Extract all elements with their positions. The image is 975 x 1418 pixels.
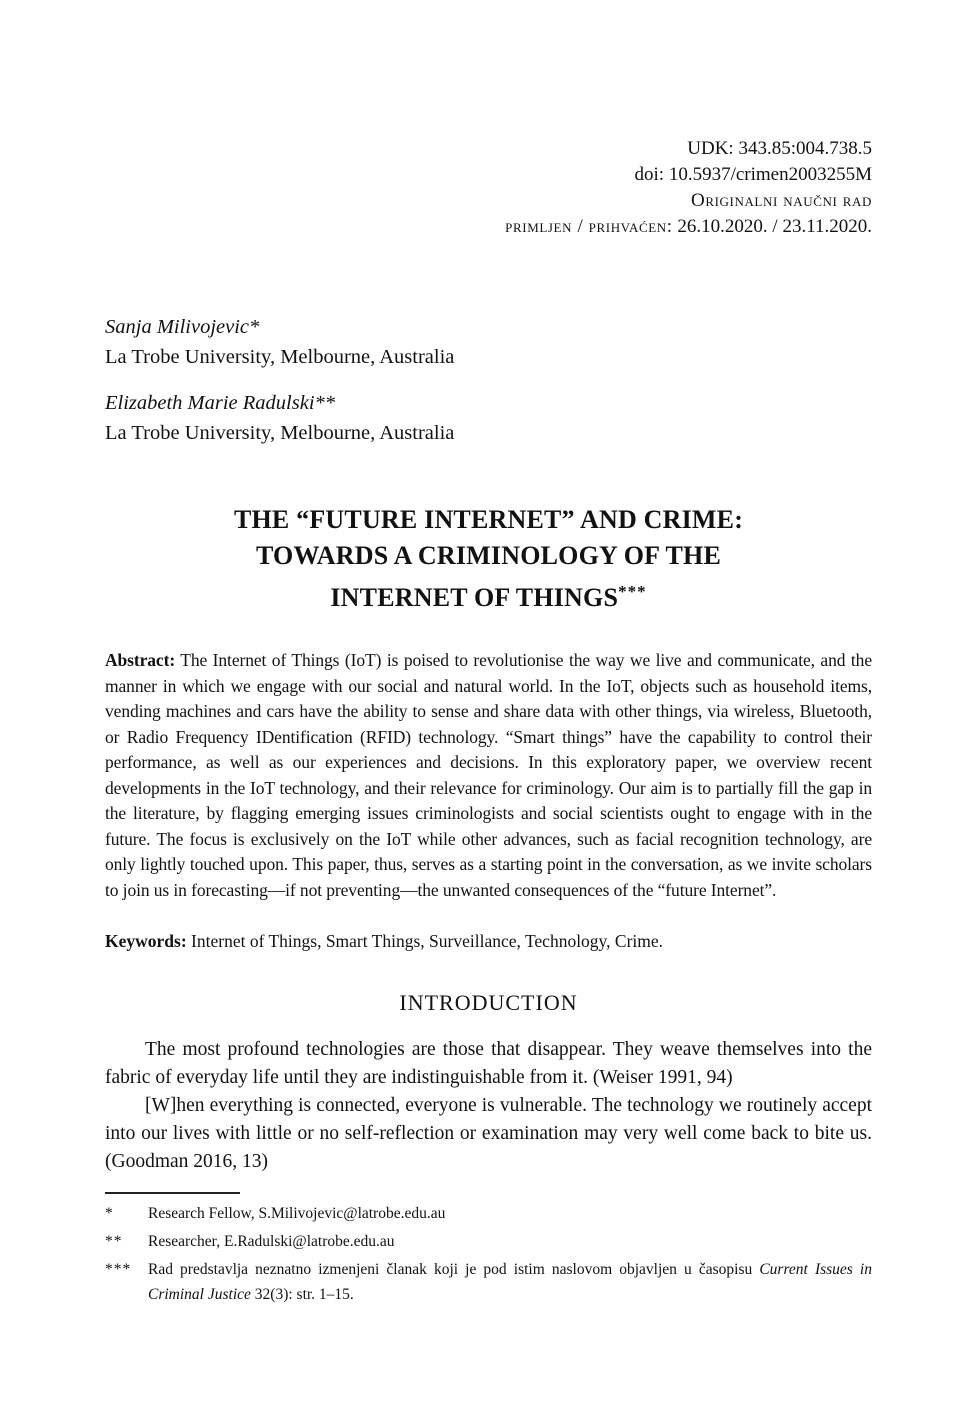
footnote-section — [105, 1192, 872, 1307]
footnote-text-end: 32(3): str. 1–15. — [250, 1286, 354, 1303]
footnote-text: Research Fellow, S.Milivojevic@latrobe.edu.au — [148, 1205, 446, 1222]
footnote-item — [105, 1201, 872, 1226]
author-block — [105, 312, 872, 372]
author-affiliation: La Trobe University, Melbourne, Australia — [105, 346, 455, 368]
footnote-item — [105, 1229, 872, 1254]
doi-number: doi: 10.5937/crimen2003255M — [634, 164, 872, 185]
received-accepted-dates: 26.10.2020. / 23.11.2020. — [672, 216, 872, 237]
footnote-marker: ** — [105, 1233, 123, 1250]
header-metadata — [105, 136, 872, 240]
footnote-marker: * — [105, 1205, 114, 1222]
footnote-list — [105, 1201, 872, 1307]
abstract-label: Abstract: — [105, 650, 176, 670]
title-line-3-text: INTERNET OF THINGS — [330, 583, 619, 612]
author-block — [105, 388, 872, 448]
abstract-paragraph — [105, 648, 872, 903]
author-name: Elizabeth Marie Radulski — [105, 392, 315, 414]
footnote-item — [105, 1257, 872, 1307]
keywords-text: Internet of Things, Smart Things, Surveillance, Technology, Crime. — [186, 931, 664, 951]
udk-number: UDK: 343.85:004.738.5 — [687, 138, 872, 159]
intro-paragraph-2: [W]hen everything is connected, everyone is vulnerable. The technology we routinely accept into our lives with little or no self-reflection or examination may very well come back to bite us. (Goodman 2016, 13) — [105, 1095, 872, 1172]
received-accepted-label: primljen / prihvaćen: — [505, 216, 673, 237]
title-footnote-marker: *** — [618, 582, 647, 601]
author-section — [105, 312, 872, 448]
article-title — [105, 502, 872, 616]
footnote-marker: *** — [105, 1261, 132, 1278]
footnote-text: Researcher, E.Radulski@latrobe.edu.au — [148, 1233, 395, 1250]
keywords-label: Keywords: — [105, 931, 187, 951]
author-affiliation: La Trobe University, Melbourne, Australia — [105, 422, 455, 444]
footnote-text-start: Rad predstavlja neznatno izmenjeni članak koji je pod istim naslovom objavljen u časopisu — [148, 1261, 760, 1278]
author-footnote-marker: ** — [314, 392, 336, 414]
title-line-2: TOWARDS A CRIMINOLOGY OF THE — [255, 541, 722, 570]
article-type — [105, 188, 872, 214]
title-line-1: THE “FUTURE INTERNET” AND CRIME: — [233, 505, 744, 534]
article-type-label: Originalni naučni rad — [691, 190, 872, 211]
keywords-line — [105, 929, 872, 954]
author-name: Sanja Milivojevic — [105, 316, 250, 338]
author-footnote-marker: * — [249, 316, 260, 338]
received-accepted-line — [105, 214, 872, 240]
intro-paragraph-1: The most profound technologies are those that disappear. They weave themselves into the fabric of everyday life until they are indistinguishable from it. (Weiser 1991, 94) — [105, 1039, 872, 1088]
title-line-3 — [105, 574, 872, 616]
footnote-separator-rule — [105, 1192, 240, 1194]
footnote-text — [148, 1257, 872, 1307]
author-name-line — [105, 388, 872, 418]
introduction-body — [105, 1036, 872, 1176]
footnote-journal-title: Current Issues in Criminal Justice — [148, 1261, 872, 1303]
section-heading-introduction: INTRODUCTION — [399, 990, 578, 1015]
abstract-text: The Internet of Things (IoT) is poised to revolutionise the way we live and communicate, and the manner in which we engage with our social and natural world. In the IoT, objects such as household items, vending machines and cars have the ability to sense and share data with other things, via wireless, Bluetooth, or Radio Frequency IDentification (RFID) technology. “Smart things” have the capability to control their performance, as well as our experiences and decisions. In this exploratory paper, we overview recent developments in the IoT technology, and their relevance for criminology. Our aim is to partially fill the gap in the literature, by flagging emerging issues criminologists and social scientists ought to engage with in the future. The focus is exclusively on the IoT while other advances, such as facial recognition technology, are only lightly touched upon. This paper, thus, serves as a starting point in the conversation, as we invite scholars to join us in forecasting—if not preventing—the unwanted consequences of the “future Internet”. — [105, 650, 872, 900]
author-name-line — [105, 312, 872, 342]
